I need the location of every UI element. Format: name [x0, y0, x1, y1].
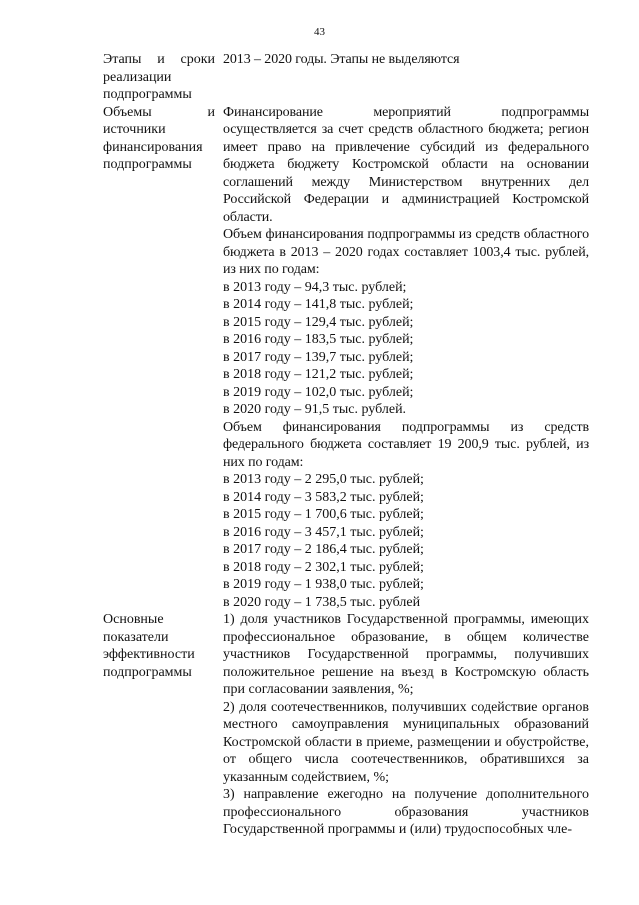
subprogram-passport-table — [103, 51, 591, 839]
list-item: в 2015 году – 129,4 тыс. рублей; — [223, 314, 414, 330]
list-item: в 2019 году – 1 938,0 тыс. рублей; — [223, 577, 424, 592]
list-item: в 2020 году – 1 738,5 тыс. рублей — [223, 594, 421, 610]
list-item: в 2014 году – 141,8 тыс. рублей; — [223, 297, 414, 312]
indicator-item — [223, 786, 589, 839]
stages-text: 2013 – 2020 годы. Этапы не выделяются — [223, 52, 460, 67]
passport-row-funding — [103, 104, 591, 612]
indicator-number: 2) — [223, 699, 235, 715]
list-item: в 2013 году – 2 295,0 тыс. рублей; — [223, 472, 424, 487]
row-value — [223, 51, 589, 104]
federal-years-list — [223, 471, 589, 611]
indicator-text: направление ежегодно на получение дополнительного профессионального образования участников Государственной программы и (или) трудоспособных чле- — [223, 787, 589, 837]
list-item: в 2020 году – 91,5 тыс. рублей. — [223, 402, 407, 417]
list-item: в 2018 году – 2 302,1 тыс. рублей; — [223, 559, 424, 575]
row-label: Объемы и источники финансирования подпрограммы — [103, 104, 215, 172]
page-number: 43 — [314, 26, 325, 38]
list-item: в 2017 году – 2 186,4 тыс. рублей; — [223, 542, 424, 557]
list-item: в 2013 году – 94,3 тыс. рублей; — [223, 279, 407, 295]
list-item: в 2019 году – 102,0 тыс. рублей; — [223, 384, 414, 400]
row-value — [223, 104, 589, 612]
indicator-text: доля соотечественников, получивших содействие органов местного самоуправления муниципальных образований Костромской области в приеме, размещении и обустройстве, от общего числа соотечественников, обратившихся за указанным содействием, %; — [223, 699, 590, 785]
indicator-text: доля участников Государственной программы, имеющих профессиональное образование, в общем количестве участников Государственной программы, получивших положительное решение на въезд в Костромскую область при согласовании заявления, %; — [223, 612, 589, 697]
indicator-item — [223, 699, 589, 787]
list-item: в 2016 году – 3 457,1 тыс. рублей; — [223, 524, 424, 540]
indicator-number: 1) — [223, 612, 235, 627]
list-item: в 2018 году – 121,2 тыс. рублей; — [223, 367, 414, 382]
list-item: в 2016 году – 183,5 тыс. рублей; — [223, 332, 414, 347]
list-item: в 2015 году – 1 700,6 тыс. рублей; — [223, 507, 424, 522]
indicator-item — [223, 611, 589, 699]
regional-total: Объем финансирования подпрограммы из средств областного бюджета в 2013 – 2020 годах составляет 1003,4 тыс. рублей, из них по годам: — [223, 227, 589, 277]
funding-intro: Финансирование мероприятий подпрограммы осуществляется за счет средств областного бюджета; регион имеет право на привлечение субсидий из федерального бюджета бюджету Костромской области на основании соглашений между Министерством внутренних дел Российской Федерации и администрацией Костромской области. — [223, 104, 589, 225]
row-label: Этапы и сроки реализации подпрограммы — [103, 52, 215, 102]
regional-years-list — [223, 279, 589, 419]
list-item: в 2014 году – 3 583,2 тыс. рублей; — [223, 489, 424, 505]
passport-row-indicators — [103, 611, 591, 839]
indicator-number: 3) — [223, 787, 235, 802]
row-value — [223, 611, 589, 839]
list-item: в 2017 году – 139,7 тыс. рублей; — [223, 349, 414, 365]
federal-total: Объем финансирования подпрограммы из средств федерального бюджета составляет 19 200,9 тыс. рублей, из них по годам: — [223, 419, 589, 470]
passport-row-stages — [103, 51, 591, 104]
row-label: Основные показатели эффективности подпрограммы — [103, 612, 195, 680]
